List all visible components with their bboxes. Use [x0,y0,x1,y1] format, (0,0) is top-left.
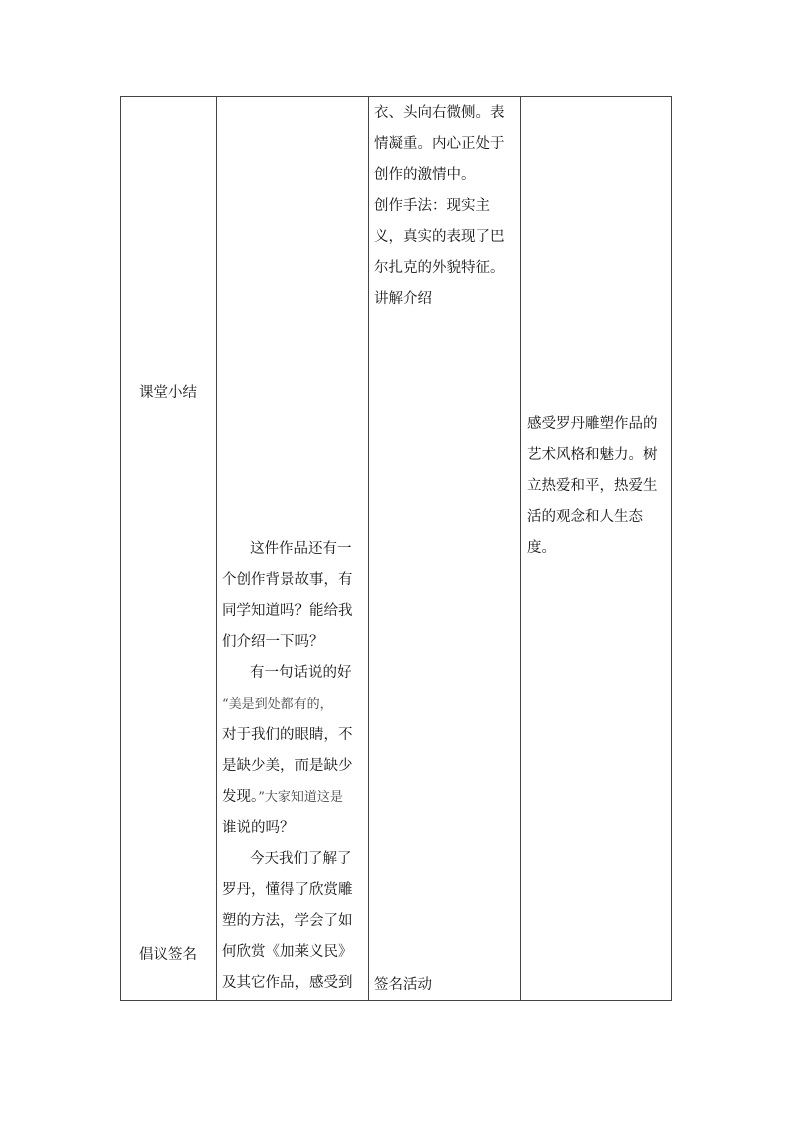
sign-label: 倡议签名 [139,947,197,963]
teacher-line: 今天我们了解了 [250,851,352,867]
quote-closing: ”大家知道这是 [258,790,343,805]
teacher-line: 及其它作品，感受到 [222,975,353,991]
intent-line: 活的观念和人生态 [527,509,643,525]
sign-activity-label: 签名活动 [374,977,432,993]
student-line: 创作手法：现实主 [374,198,490,214]
teacher-line: 们介绍一下吗？ [222,634,324,650]
student-line: 讲解介绍 [374,291,432,307]
intent-line: 艺术风格和魅力。树 [527,447,658,463]
teacher-line: 谁说的吗？ [222,820,295,836]
student-line: 创作的激情中。 [374,167,476,183]
teacher-line: 罗丹，懂得了欣赏雕 [222,882,353,898]
column-divider-2 [368,97,369,1000]
student-line: 衣、头向右微侧。表 [374,105,505,121]
teacher-line: 个创作背景故事，有 [222,572,353,588]
student-line: 情凝重。内心正处于 [374,136,505,152]
intent-line: 度。 [527,540,556,556]
quote-line: “美是到处都有的， [222,697,333,712]
column-divider-3 [520,97,521,1000]
teacher-line: 对于我们的眼睛，不 [222,727,353,743]
summary-label: 课堂小结 [139,385,197,401]
teacher-line: 是缺少美，而是缺少 [222,758,353,774]
teacher-line: 这件作品还有一 [250,541,352,557]
quote-end-text: 发现。 [222,789,259,805]
teacher-line: 何欣赏《加莱义民》 [222,944,353,960]
intent-line: 立热爱和平，热爱生 [527,478,658,494]
teacher-line: 有一句话说的好 [250,665,352,681]
teacher-line: 同学知道吗？能给我 [222,603,353,619]
intent-line: 感受罗丹雕塑作品的 [527,416,658,432]
column-divider-1 [216,97,217,1000]
teacher-line: 塑的方法，学会了如 [222,913,353,929]
student-line: 义，真实的表现了巴 [374,229,505,245]
student-line: 尔扎克的外貌特征。 [374,260,505,276]
teacher-line [222,782,343,813]
